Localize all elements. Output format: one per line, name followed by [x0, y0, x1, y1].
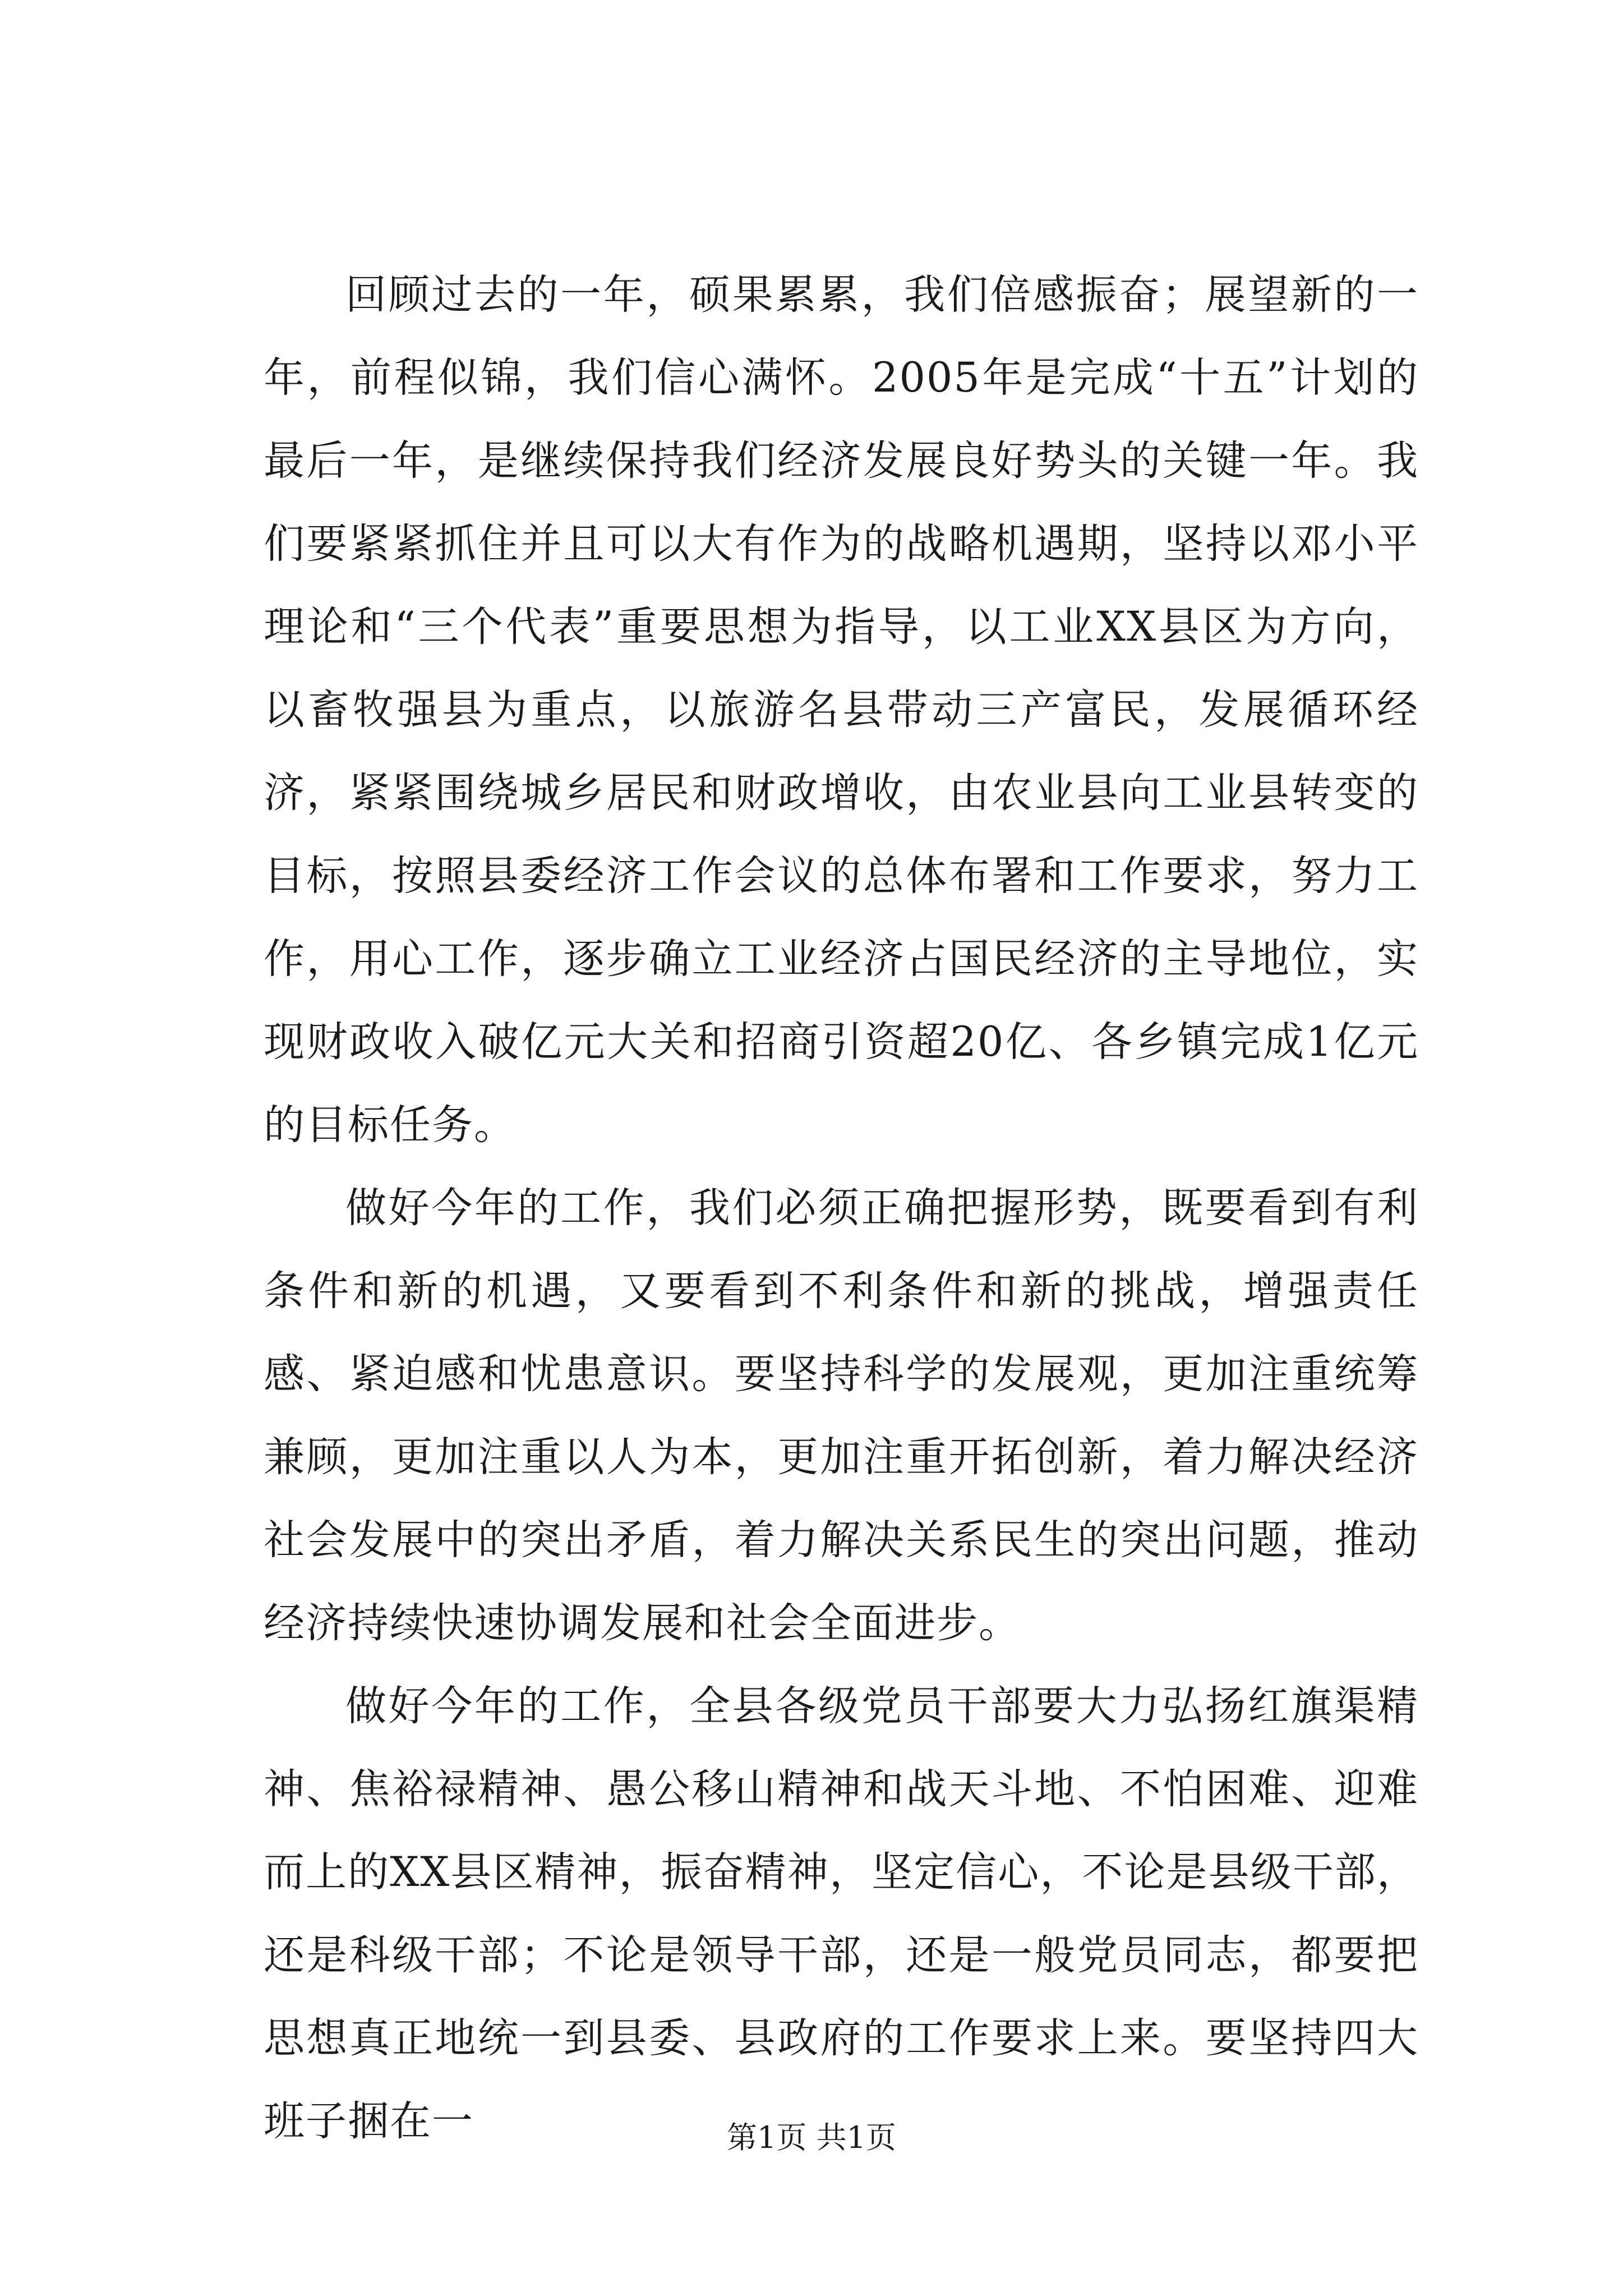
paragraph-1: 回顾过去的一年，硕果累累，我们倍感振奋；展望新的一年，前程似锦，我们信心满怀。2005年是完成“十五”计划的最后一年，是继续保持我们经济发展良好势头的关键一年。我们要紧紧抓住并且可以大有作为的战略机遇期，坚持以邓小平理论和“三个代表”重要思想为指导，以工业XX县区为方向，以畜牧强县为重点，以旅游名县带动三产富民，发展循环经济，紧紧围绕城乡居民和财政增收，由农业县向工业县转变的目标，按照县委经济工作会议的总体布署和工作要求，努力工作，用心工作，逐步确立工业经济占国民经济的主导地位，实现财政收入破亿元大关和招商引资超20亿、各乡镇完成1亿元的目标任务。: [264, 271, 1419, 1149]
paragraph-2: 做好今年的工作，我们必须正确把握形势，既要看到有利条件和新的机遇，又要看到不利条件和新的挑战，增强责任感、紧迫感和忧患意识。要坚持科学的发展观，更加注重统筹兼顾，更加注重以人为本，更加注重开拓创新，着力解决经济社会发展中的突出矛盾，着力解决关系民生的突出问题，推动经济持续快速协调发展和社会全面进步。: [264, 1184, 1419, 1647]
paragraph-3: 做好今年的工作，全县各级党员干部要大力弘扬红旗渠精神、焦裕禄精神、愚公移山精神和战天斗地、不怕困难、迎难而上的XX县区精神，振奋精神，坚定信心，不论是县级干部，还是科级干部；不论是领导干部，还是一般党员同志，都要把思想真正地统一到县委、县政府的工作要求上来。要坚持四大班子捆在一: [264, 1682, 1419, 2145]
page-number-footer: 第1页 共1页: [727, 2120, 896, 2155]
document-body: [264, 254, 1419, 2163]
